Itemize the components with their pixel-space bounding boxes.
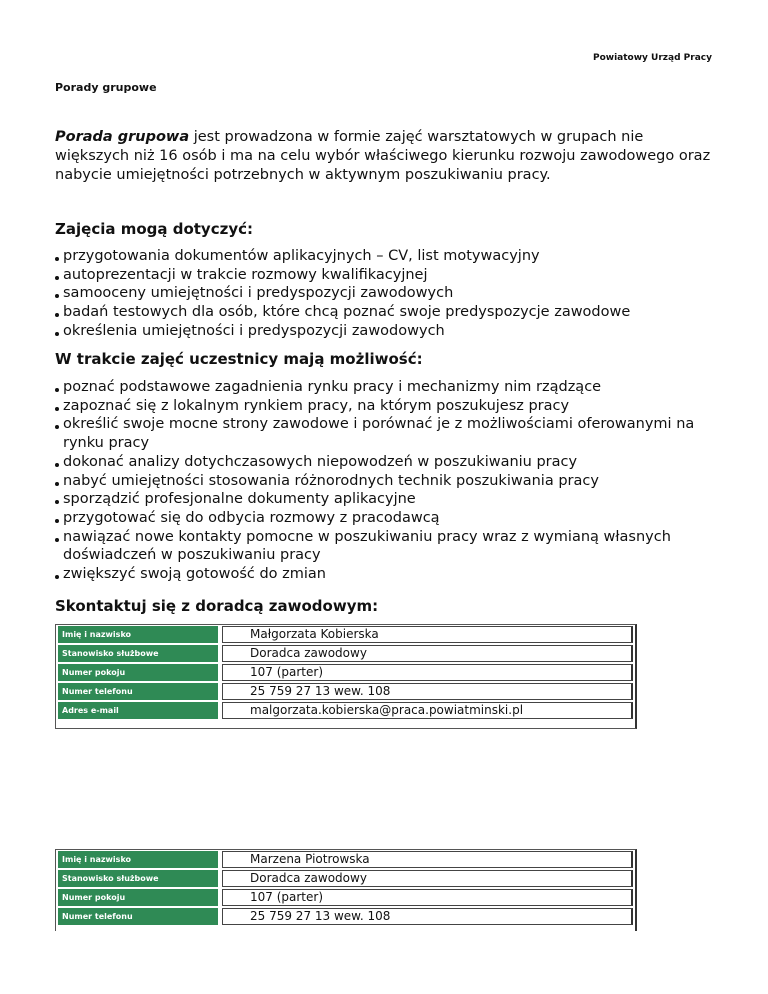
list-item: badań testowych dla osób, które chcą poznać swoje predyspozycje zawodowe: [55, 303, 715, 322]
list-item: sporządzić profesjonalne dokumenty aplikacyjne: [55, 490, 715, 509]
page-title: Porady grupowe: [55, 81, 157, 94]
table-row: [58, 889, 633, 906]
table-row: [58, 645, 633, 662]
table-row: [58, 626, 633, 643]
field-label: Stanowisko służbowe: [58, 870, 218, 887]
contact-heading: Skontaktuj się z doradcą zawodowym:: [55, 597, 379, 615]
field-label: Numer telefonu: [58, 683, 218, 700]
topics-list: [55, 247, 715, 341]
table-row: [58, 683, 633, 700]
intro-paragraph: [55, 128, 715, 185]
topics-heading: Zajęcia mogą dotyczyć:: [55, 220, 253, 238]
field-value: 25 759 27 13 wew. 108: [222, 683, 633, 700]
list-item: nawiązać nowe kontakty pomocne w poszukiwaniu pracy wraz z wymianą własnych doświadczeń w poszukiwaniu pracy: [55, 528, 715, 565]
table-row: [58, 908, 633, 925]
field-value: Małgorzata Kobierska: [222, 626, 633, 643]
field-label: Numer telefonu: [58, 908, 218, 925]
table-row: [58, 851, 633, 868]
list-item: dokonać analizy dotychczasowych niepowodzeń w poszukiwaniu pracy: [55, 453, 715, 472]
field-value: 107 (parter): [222, 889, 633, 906]
field-label: Numer pokoju: [58, 889, 218, 906]
intro-lead: Porada grupowa: [55, 129, 190, 145]
list-item: zapoznać się z lokalnym rynkiem pracy, na którym poszukujesz pracy: [55, 397, 715, 416]
field-value: Doradca zawodowy: [222, 870, 633, 887]
field-label: Imię i nazwisko: [58, 851, 218, 868]
field-label: Imię i nazwisko: [58, 626, 218, 643]
list-item: poznać podstawowe zagadnienia rynku pracy i mechanizmy nim rządzące: [55, 378, 715, 397]
advisor-card: [55, 849, 637, 931]
field-value: Marzena Piotrowska: [222, 851, 633, 868]
list-item: określić swoje mocne strony zawodowe i porównać je z możliwościami oferowanymi na rynku pracy: [55, 415, 715, 452]
list-item: samooceny umiejętności i predyspozycji zawodowych: [55, 284, 715, 303]
table-row: [58, 870, 633, 887]
list-item: przygotować się do odbycia rozmowy z pracodawcą: [55, 509, 715, 528]
field-value: 25 759 27 13 wew. 108: [222, 908, 633, 925]
opportunities-heading: W trakcie zajęć uczestnicy mają możliwość:: [55, 350, 423, 368]
email-link[interactable]: malgorzata.kobierska@praca.powiatminski.pl: [222, 702, 633, 719]
list-item: przygotowania dokumentów aplikacyjnych – CV, list motywacyjny: [55, 247, 715, 266]
office-name: Powiatowy Urząd Pracy: [593, 53, 712, 63]
table-row: [58, 702, 633, 719]
field-label: Adres e-mail: [58, 702, 218, 719]
list-item: zwiększyć swoją gotowość do zmian: [55, 565, 715, 584]
opportunities-list: [55, 378, 715, 584]
table-row: [58, 664, 633, 681]
list-item: określenia umiejętności i predyspozycji zawodowych: [55, 322, 715, 341]
field-label: Numer pokoju: [58, 664, 218, 681]
list-item: nabyć umiejętności stosowania różnorodnych technik poszukiwania pracy: [55, 472, 715, 491]
list-item: autoprezentacji w trakcie rozmowy kwalifikacyjnej: [55, 266, 715, 285]
advisor-card: [55, 624, 637, 729]
field-value: Doradca zawodowy: [222, 645, 633, 662]
field-label: Stanowisko służbowe: [58, 645, 218, 662]
field-value: 107 (parter): [222, 664, 633, 681]
intro-text: jest prowadzona w formie zajęć warsztatowych w grupach nie większych niż 16 osób i ma na celu wybór właściwego kierunku rozwoju zawodowego oraz nabycie umiejętności potrzebnych w aktywnym poszukiwaniu pracy.: [55, 129, 711, 183]
